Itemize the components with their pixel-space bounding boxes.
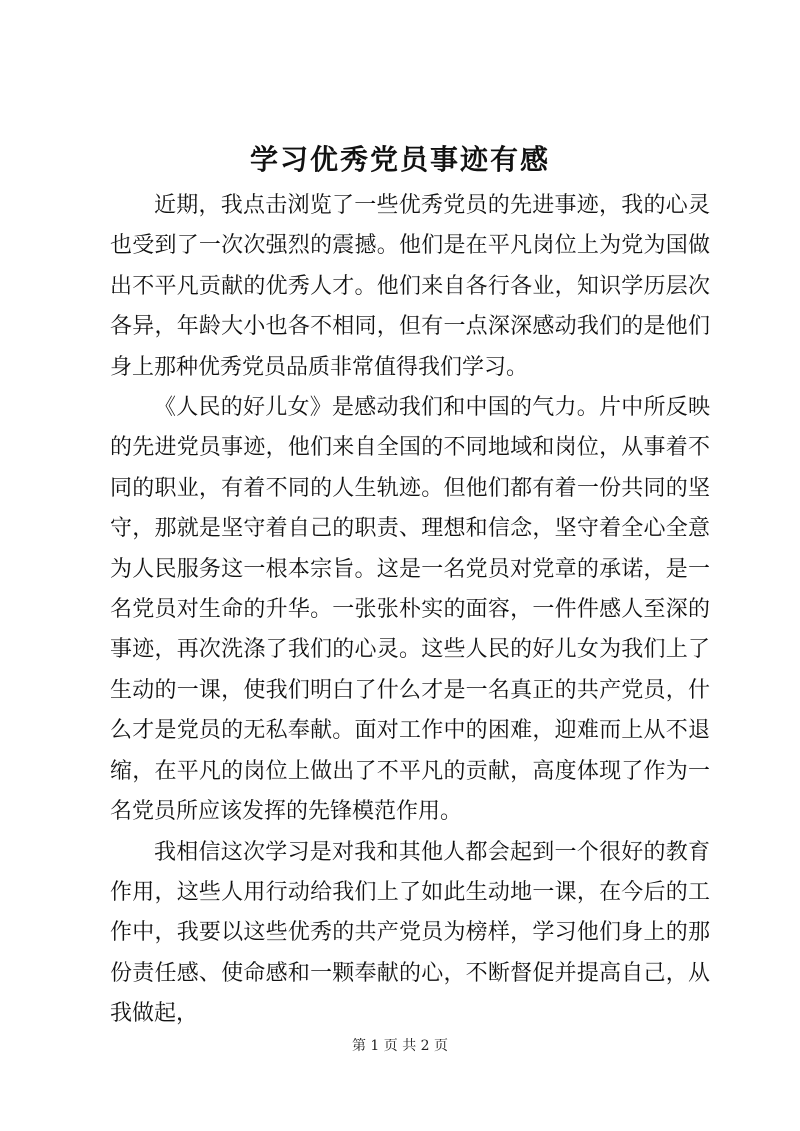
page-footer: 第 1 页 共 2 页	[351, 1038, 449, 1054]
paragraph-1: 近期，我点击浏览了一些优秀党员的先进事迹，我的心灵也受到了一次次强烈的震撼。他们是在平凡岗位上为党为国做出不平凡贡献的优秀人才。他们来自各行各业，知识学历层次各异，年龄大小也各不相同，但有一点深深感动我们的是他们身上那种优秀党员品质非常值得我们学习。	[110, 193, 710, 380]
paragraph-3: 我相信这次学习是对我和其他人都会起到一个很好的教育作用，这些人用行动给我们上了如此生动地一课，在今后的工作中，我要以这些优秀的共产党员为榜样，学习他们身上的那份责任感、使命感和一颗奉献的心，不断督促并提高自己，从我做起，	[110, 839, 710, 1027]
document-body	[110, 186, 710, 1035]
page-title: 学习优秀党员事迹有感	[249, 143, 550, 176]
paragraph-2: 《人民的好儿女》是感动我们和中国的气力。片中所反映的先进党员事迹，他们来自全国的不同地域和岗位，从事着不同的职业，有着不同的人生轨迹。但他们都有着一份共同的坚守，那就是坚守着自己的职责、理想和信念，坚守着全心全意为人民服务这一根本宗旨。这是一名党员对党章的承诺，是一名党员对生命的升华。一张张朴实的面容，一件件感人至深的事迹，再次洗涤了我们的心灵。这些人民的好儿女为我们上了生动的一课，使我们明白了什么才是一名真正的共产党员，什么才是党员的无私奉献。面对工作中的困难，迎难而上从不退缩，在平凡的岗位上做出了不平凡的贡献，高度体现了作为一名党员所应该发挥的先锋模范作用。	[110, 395, 710, 825]
